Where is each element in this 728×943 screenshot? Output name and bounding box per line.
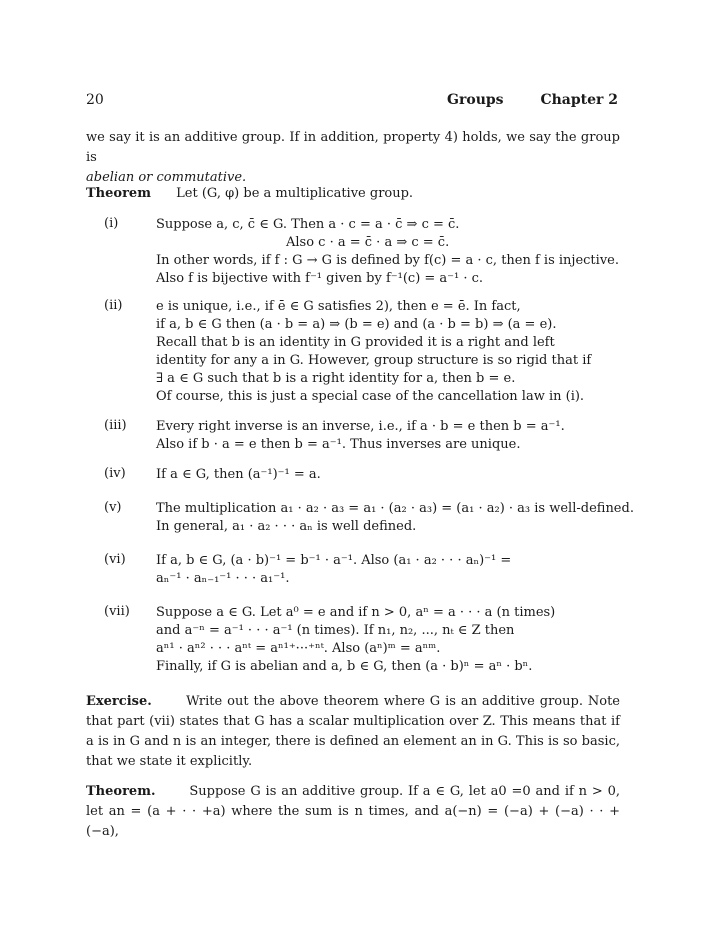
item-line: If a, b ∈ G, (a · b)⁻¹ = b⁻¹ · a⁻¹. Also (a₁ · a₂ · · · aₙ)⁻¹ = [156,553,512,568]
item-line: The multiplication a₁ · a₂ · a₃ = a₁ · (a₂ · a₃) = (a₁ · a₂) · a₃ is well-defined. [156,501,634,516]
theorem-heading [86,186,413,201]
item-number: (ii) [104,298,123,313]
item-line: aₙ⁻¹ · aₙ₋₁⁻¹ · · · a₁⁻¹. [156,571,290,586]
header-section: Groups [447,92,504,108]
item-line: aⁿ¹ · aⁿ² · · · aⁿᵗ = aⁿ¹⁺···⁺ⁿᵗ. Also (aⁿ)ᵐ = aⁿᵐ. [156,641,441,656]
item-line: Suppose a, c, c̄ ∈ G. Then a · c = a · c̄ ⇒ c = c̄. [156,217,460,232]
item-number: (vii) [104,604,130,619]
item-line: Every right inverse is an inverse, i.e., if a · b = e then b = a⁻¹. [156,419,565,434]
item-line: Of course, this is just a special case of the cancellation law in (i). [156,389,585,404]
item-number: (v) [104,500,122,515]
item-line: if a, b ∈ G then (a · b = a) ⇒ (b = e) and (a · b = b) ⇒ (a = e). [156,317,557,332]
header-chapter: Chapter 2 [540,92,618,108]
item-number: (iv) [104,466,126,481]
item-line: ∃ a ∈ G such that b is a right identity for a, then b = e. [156,371,516,386]
item-line: Suppose a ∈ G. Let a⁰ = e and if n > 0, aⁿ = a · · · a (n times) [156,605,556,620]
theorem-statement: Let (G, φ) be a multiplicative group. [176,186,414,201]
intro-line-1: we say it is an additive group. If in addition, property 4) holds, we say the group is [86,130,620,165]
item-line: Also f is bijective with f⁻¹ given by f⁻¹(c) = a⁻¹ · c. [156,271,484,286]
item-line: In general, a₁ · a₂ · · · aₙ is well defined. [156,519,417,534]
header-title [415,92,618,108]
item-number: (vi) [104,552,126,567]
exercise-text: Write out the above theorem where G is an additive group. Note that part (vii) states that G has a scalar multiplication over Z. This means that if a is in G and n is an integer, there is defined an element an in G. This is so basic, that we state it explicitly. [86,694,620,769]
item-line: e is unique, i.e., if ē ∈ G satisfies 2), then e = ē. In fact, [156,299,521,314]
item-number: (i) [104,216,119,231]
item-line: Also c · a = c̄ · a ⇒ c = c̄. [286,235,450,250]
theorem-label: Theorem [86,186,151,201]
item-line: and a⁻ⁿ = a⁻¹ · · · a⁻¹ (n times). If n₁, n₂, ..., nₜ ∈ Z then [156,623,515,638]
item-line: Recall that b is an identity in G provided it is a right and left [156,335,555,350]
item-line: Finally, if G is abelian and a, b ∈ G, then (a · b)ⁿ = aⁿ · bⁿ. [156,659,533,674]
exercise-paragraph [86,692,620,772]
item-line: identity for any a in G. However, group structure is so rigid that if [156,353,592,368]
theorem2-paragraph [86,782,620,842]
item-line: Also if b · a = e then b = a⁻¹. Thus inverses are unique. [156,437,521,452]
item-line: In other words, if f : G → G is defined by f(c) = a · c, then f is injective. [156,253,619,268]
item-line: If a ∈ G, then (a⁻¹)⁻¹ = a. [156,467,321,482]
item-number: (iii) [104,418,127,433]
theorem2-text: Suppose G is an additive group. If a ∈ G, let a0 =0 and if n > 0, let an = (a + · · +a) where the sum is n times, and a(−n) = (−a) + (−a) · · + (−a), [86,784,620,839]
intro-line-2: abelian or commutative. [86,170,247,185]
intro-paragraph [86,128,620,188]
theorem2-label: Theorem. [86,784,156,799]
page-number: 20 [86,92,104,108]
exercise-label: Exercise. [86,694,152,709]
